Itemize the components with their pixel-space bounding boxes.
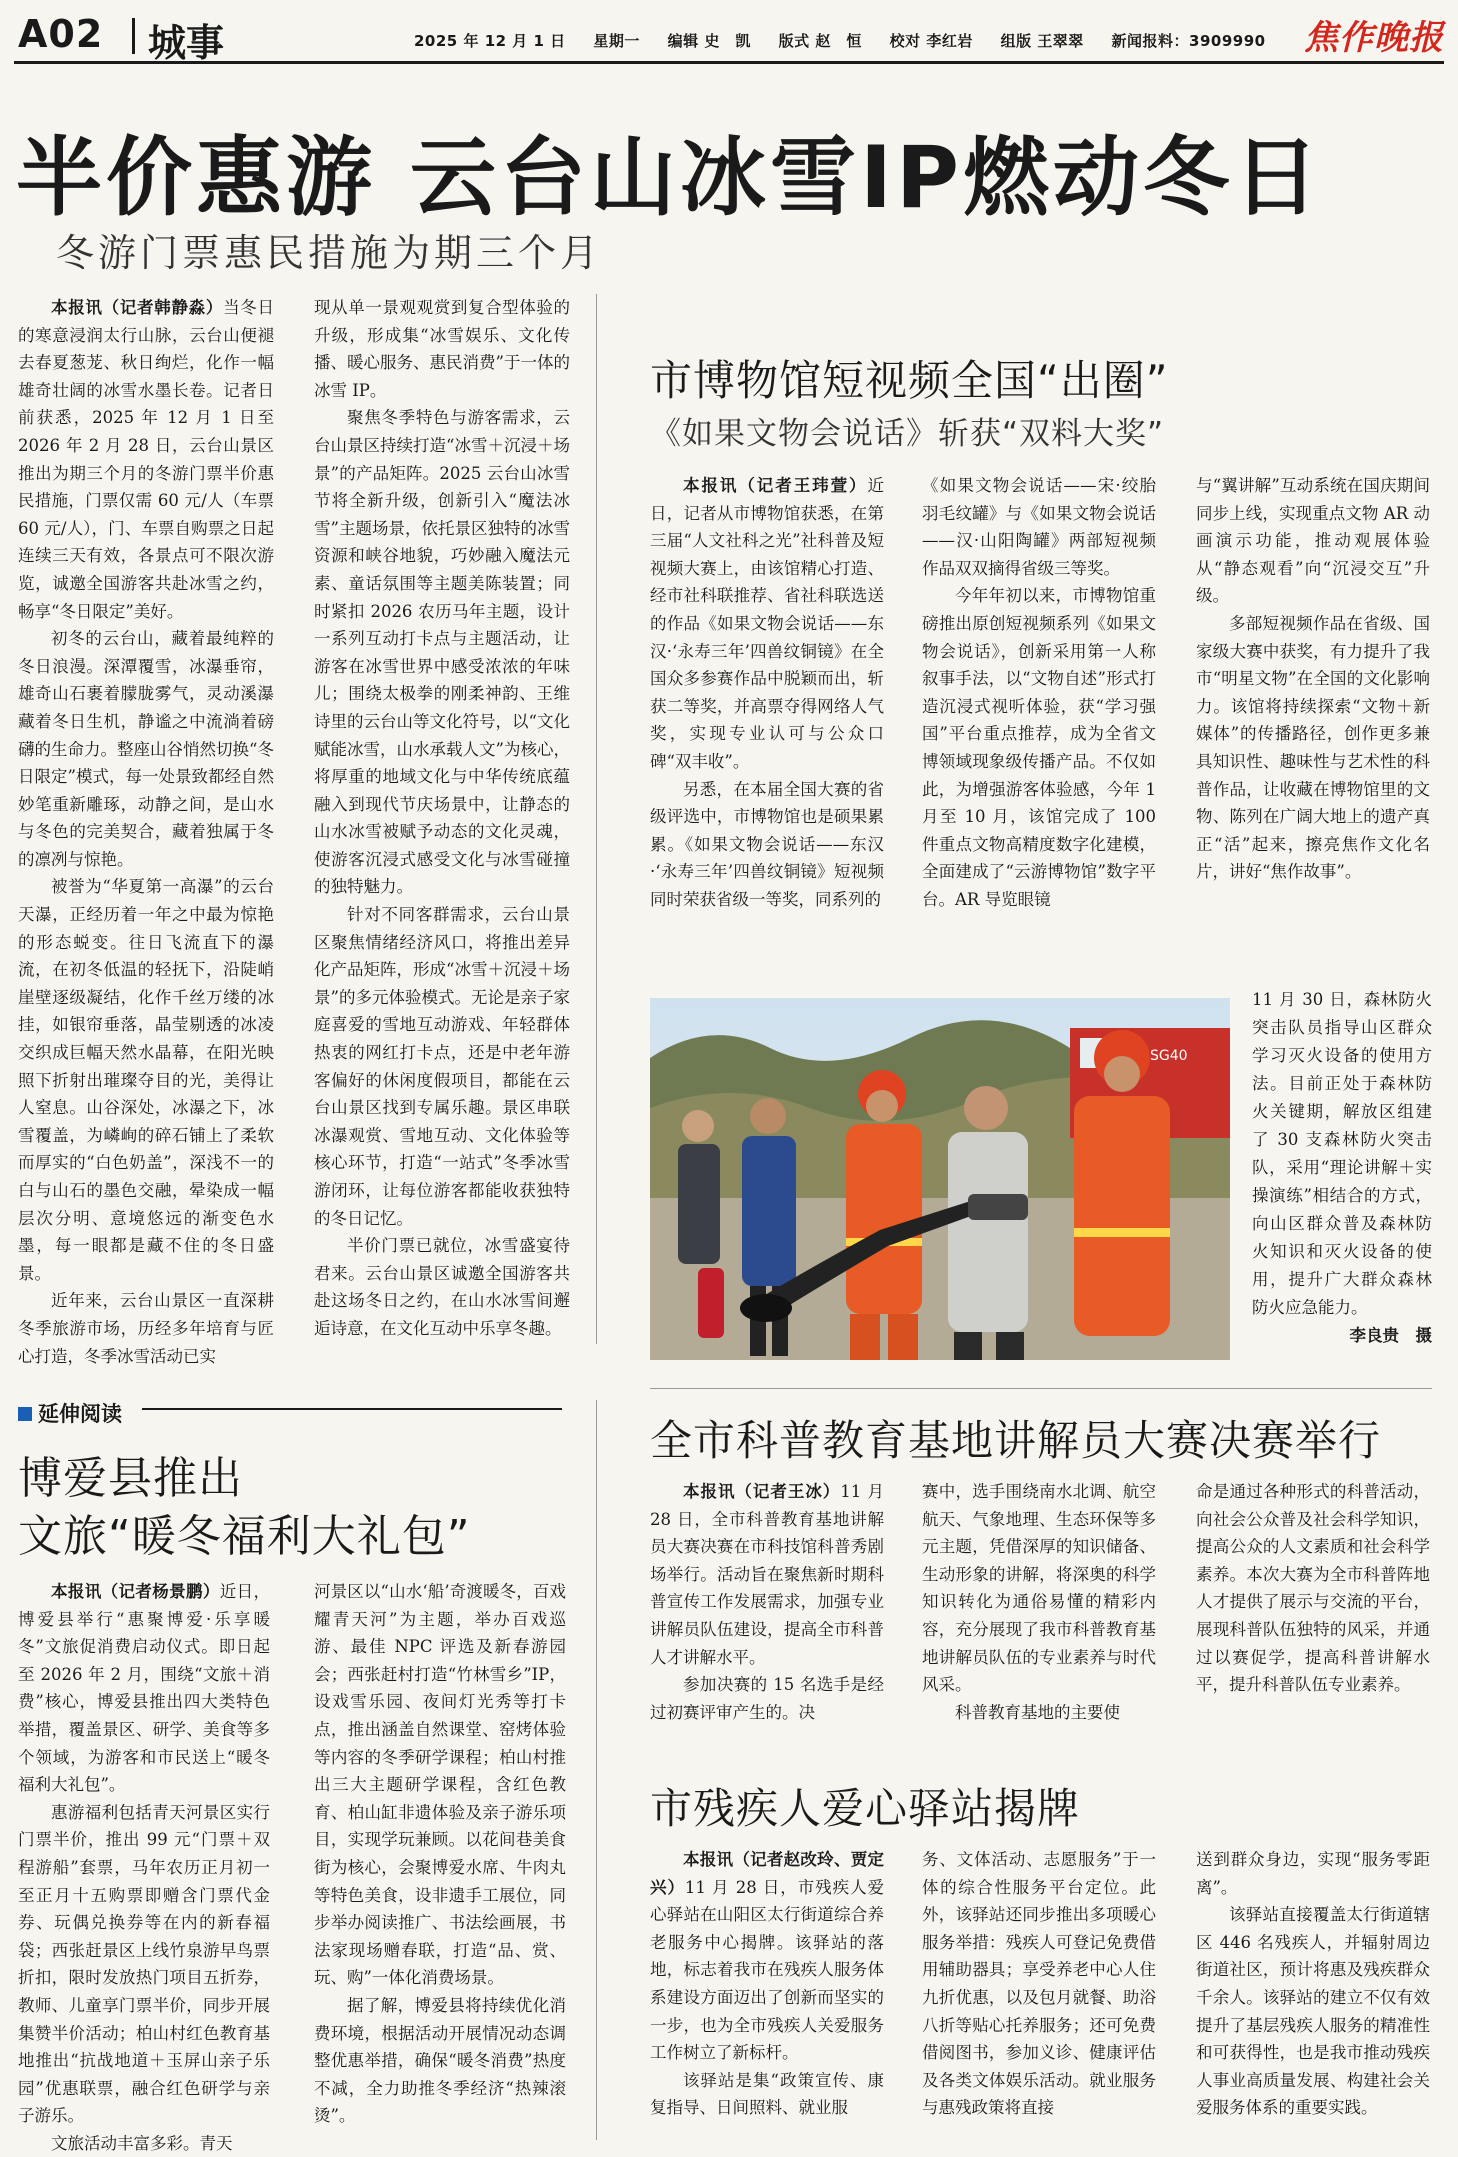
lead-paragraph: 针对不同客群需求，云台山景区聚焦情绪经济风口，将推出差异化产品矩阵，形成“冰雪＋沉浸＋场景”的多元体验模式。无论是亲子家庭喜爱的雪地互动游戏、年轻群体热衷的网红打卡点，还是中老年游客偏好的休闲度假项目，都能在云台山景区找到专属乐趣。景区串联冰瀑观赏、雪地互动、文化体验等核心环节，打造“一站式”冬季冰雪游闭环，让每位游客都能收获独特的冬日记忆。 xyxy=(314,905,570,1228)
disabled-paragraph: 务、文体活动、志愿服务”于一体的综合性服务平台定位。此外，该驿站还同步推出多项暖心服务举措：残疾人可登记免费借用辅助器具；享受养老中心人住九折优惠，以及包月就餐、助浴八折等贴心托养服务；还可免费借阅图书，参加义诊、健康评估及各类文体娱乐活动。就业服务与惠残政策将直接 xyxy=(922,1850,1156,2118)
lead-paragraph: 初冬的云台山，藏着最纯粹的冬日浪漫。深潭覆雪，冰瀑垂帘，雄奇山石裹着朦胧雾气，灵动溪瀑藏着冬日生机，静谧之中流淌着磅礴的生命力。整座山谷悄然切换“冬日限定”模式，每一处景致都经自然妙笔重新雕琢，动静之间，是山水与冬色的完美契合，藏着独属于冬的凛冽与惊艳。 xyxy=(18,629,274,869)
column-rule xyxy=(596,294,597,1344)
lead-paragraph: 被誉为“华夏第一高瀑”的云台天瀑，正经历着一年之中最为惊艳的形态蜕变。往日飞流直下的瀑流，在初冬低温的轻抚下，沿陡峭崖壁逐级凝结，化作千丝万缕的冰挂，如银帘垂落，晶莹剔透的冰凌交织成巨幅天然水晶幕，在阳光映照下折射出璀璨夺目的光，美得让人窒息。山谷深处，冰瀑之下，冰雪覆盖，为嶙峋的碎石铺上了柔软而厚实的“白色奶盖”，深浅不一的白与山石的墨色交融，晕染成一幅层次分明、意境悠远的渐变色水墨，每一眼都是藏不住的冬日盛景。 xyxy=(18,877,274,1283)
disabled-paragraph: 该驿站是集“政策宣传、康复指导、日间照料、就业服 xyxy=(650,2070,884,2118)
extended-headline-line-2: 文旅“暖冬福利大礼包” xyxy=(18,1511,471,1562)
extended-reading-tag xyxy=(18,1398,122,1428)
disabled-byline: 本报讯（记者赵改玲、贾定兴） xyxy=(650,1850,884,1897)
section-rule xyxy=(650,1388,1432,1389)
photo-caption-text: 11 月 30 日，森林防火突击队员指导山区群众学习灭火设备的使用方法。目前正处于森林防火关键期，解放区组建了 30 支森林防火突击队，采用“理论讲解＋实操演练”相结合的方式，向山区群众普及森林防火知识和灭火设备的使用，提升广大群众森林防火应急能力。 xyxy=(1252,990,1432,1317)
disabled-column-2 xyxy=(922,1846,1156,2138)
column-rule xyxy=(596,1400,597,2140)
extended-paragraph: 近日，博爱县举行“惠聚博爱·乐享暖冬”文旅促消费启动仪式。即日起至 2026 年 2 月，围绕“文旅＋消费”核心，博爱县推出四大类特色举措，覆盖景区、研学、美食等多个领域，为游客和市民送上“暖冬福利大礼包”。 xyxy=(18,1582,270,1795)
lead-paragraph: 聚焦冬季特色与游客需求，云台山景区持续打造“冰雪＋沉浸＋场景”的产品矩阵。2025 云台山冰雪节将全新升级，创新引入“魔法冰雪”主题场景，依托景区独特的冰雪资源和峡谷地貌，巧妙融入魔法元素、童话氛围等主题美陈装置；同时紧扣 2026 农历马年主题，设计一系列互动打卡点与主题活动，让游客在冰雪世界中感受浓浓的年味儿；围绕太极拳的刚柔神韵、王维诗里的云台山等文化符号，以“文化赋能冰雪，山水承载人文”为核心，将厚重的地域文化与中华传统底蕴融入到现代节庆场景中，让静态的山水冰雪被赋予动态的文化灵魂，使游客沉浸式感受文化与冰雪碰撞的独特魅力。 xyxy=(314,408,570,897)
editor-credit: 编辑 史 凯 xyxy=(667,32,751,50)
masthead-divider xyxy=(132,18,135,54)
lead-paragraph: 当冬日的寒意浸润太行山脉，云台山便褪去春夏葱茏、秋日绚烂，化作一幅雄奇壮阔的冰雪水墨长卷。记者日前获悉，2025 年 12 月 1 日至 2026 年 2 月 28 日，云台山景区推出为期三个月的冬游门票半价惠民措施，门票仅需 60 元/人（车票 60 元/人），门、车票自购票之日起连续三天有效，各景点可不限次游览，诚邀全国游客共赴冰雪之约，畅享“冬日限定”美好。 xyxy=(18,298,275,621)
museum-paragraph: 《如果文物会说话——宋·绞胎羽毛纹罐》与《如果文物会说话——汉·山阳陶罐》两部短视频作品双双摘得省级三等奖。 xyxy=(922,476,1156,578)
museum-byline: 本报讯（记者王玮萱） xyxy=(683,476,868,495)
extended-reading-label: 延伸阅读 xyxy=(38,1402,122,1426)
museum-paragraph: 近日，记者从市博物馆获悉，在第三届“人文社科之光”社科普及短视频大赛上，由该馆精心打造、经市社科联推荐、省社科联选送的作品《如果文物会说话——东汉·‘永寿三年’四兽纹铜镜》在全国众多参赛作品中脱颖而出，斩获二等奖，并高票夺得网络人气奖，实现专业认可与公众口碑“双丰收”。 xyxy=(650,476,884,771)
news-photo xyxy=(650,998,1230,1360)
extended-column-1 xyxy=(18,1578,270,2153)
lead-byline: 本报讯（记者韩静淼） xyxy=(51,298,224,317)
science-column-2 xyxy=(922,1478,1156,1748)
science-paragraph: 11 月 28 日，全市科普教育基地讲解员大赛决赛在市科技馆科普秀剧场举行。活动旨在聚焦新时期科普宣传工作发展需求，加强专业讲解员队伍建设，提高全市科普人才讲解水平。 xyxy=(650,1482,884,1667)
science-column-1 xyxy=(650,1478,884,1748)
museum-paragraph: 另悉，在本届全国大赛的省级评选中，市博物馆也是硕果累累。《如果文物会说话——东汉·‘永寿三年’四兽纹铜镜》短视频同时荣获省级一等奖，同系列的 xyxy=(650,779,884,909)
group-credit: 组版 王翠翠 xyxy=(1000,32,1084,50)
proof-credit: 校对 李红岩 xyxy=(889,32,973,50)
issue-weekday: 星期一 xyxy=(593,32,640,50)
museum-paragraph: 今年年初以来，市博物馆重磅推出原创短视频系列《如果文物会说话》，创新采用第一人称叙事手法，以“文物自述”形式打造沉浸式视听体验，获“学习强国”平台重点推荐，成为全省文博领域现象级传播产品。不仅如此，为增强游客体验感，今年 1 月至 10 月，该馆完成了 100 件重点文物高精度数字化建模，全面建成了“云游博物馆”数字平台。AR 导览眼镜 xyxy=(922,586,1156,909)
science-column-3 xyxy=(1196,1478,1430,1748)
science-headline: 全市科普教育基地讲解员大赛决赛举行 xyxy=(650,1416,1382,1465)
museum-headline: 市博物馆短视频全国“出圈” xyxy=(650,356,1169,405)
issue-date: 2025 年 12 月 1 日 xyxy=(414,32,566,50)
lead-paragraph: 近年来，云台山景区一直深耕冬季旅游市场，历经多年培育与匠心打造，冬季冰雪活动已实 xyxy=(18,1291,274,1366)
museum-paragraph: 多部短视频作品在省级、国家级大赛中获奖，有力提升了我市“明星文物”在全国的文化影响力。该馆将持续探索“文物＋新媒体”的传播路径，创作更多兼具知识性、趣味性与艺术性的科普作品，让收藏在博物馆里的文物、陈列在广阔大地上的遗产真正“活”起来，擦亮焦作文化名片，讲好“焦作故事”。 xyxy=(1196,613,1430,882)
science-paragraph: 科普教育基地的主要使 xyxy=(955,1702,1120,1722)
museum-subheadline: 《如果文物会说话》斩获“双料大奖” xyxy=(650,416,1165,452)
truck-label: SG40 xyxy=(1150,1048,1188,1064)
science-paragraph: 命是通过各种形式的科普活动，向社会公众普及社会科学知识，提高公众的人文素质和社会科学素养。本次大赛为全市科普阵地人才提供了展示与交流的平台，展现科普队伍独特的风采，并通过以赛促学，提高科普讲解水平，提升科普队伍专业素养。 xyxy=(1196,1482,1430,1695)
lead-column-1 xyxy=(18,294,275,1366)
science-paragraph: 赛中，选手围绕南水北调、航空航天、气象地理、生态环保等多元主题，凭借深厚的知识储备、生动形象的讲解，将深奥的科学知识转化为通俗易懂的精彩内容，充分展现了我市科普教育基地讲解员队伍的专业素养与时代风采。 xyxy=(922,1482,1156,1695)
extended-paragraph: 河景区以“山水‘船’奇渡暖冬，百戏耀青天河”为主题，举办百戏巡游、最佳 NPC 评选及新春游园会；西张赶村打造“竹林雪乡”IP，设戏雪乐园、夜间灯光秀等打卡点，推出涵盖自然课堂、窑烤体验等内容的冬季研学课程；柏山村推出三大主题研学课程，含红色教育、柏山缸非遗体验及亲子游乐项目，实现学玩兼顾。以花间巷美食街为核心，会聚博爱水席、牛肉丸等特色美食，设非遗手工展位，同步举办阅读推广、书法绘画展，书法家现场赠春联，打造“品、赏、玩、购”一体化消费场景。 xyxy=(314,1582,566,1988)
tag-square-icon xyxy=(18,1407,32,1421)
disabled-headline: 市残疾人爱心驿站揭牌 xyxy=(650,1784,1081,1833)
disabled-paragraph: 11 月 28 日，市残疾人爱心驿站在山阳区太行街道综合养老服务中心揭牌。该驿站的落地，标志着我市在残疾人服务体系建设方面迈出了创新而坚实的一步，也为全市残疾人关爱服务工作树立了新标杆。 xyxy=(650,1877,885,2063)
museum-column-2 xyxy=(922,472,1156,918)
disabled-column-3 xyxy=(1196,1846,1430,2138)
science-paragraph: 参加决赛的 15 名选手是经过初赛评审产生的。决 xyxy=(650,1675,884,1722)
photo-illustration xyxy=(650,998,1230,1360)
extended-paragraph: 据了解，博爱县将持续优化消费环境，根据活动开展情况动态调整优惠举措，确保“暖冬消费”热度不减，全力助推冬季经济“热辣滚烫”。 xyxy=(314,1995,566,2126)
extended-column-2 xyxy=(314,1578,566,2138)
museum-paragraph: 与“翼讲解”互动系统在国庆期间同步上线，实现重点文物 AR 动画演示功能，推动观展体验从“静态观看”向“沉浸交互”升级。 xyxy=(1196,476,1430,606)
lead-subheadline: 冬游门票惠民措施为期三个月 xyxy=(56,231,603,275)
disabled-column-1 xyxy=(650,1846,884,2138)
extended-headline-line-1: 博爱县推出 xyxy=(18,1453,243,1504)
masthead-meta xyxy=(414,30,1288,51)
lead-headline: 半价惠游 云台山冰雪IP燃动冬日 xyxy=(16,128,1323,228)
lead-paragraph: 现从单一景观观赏到复合型体验的升级，形成集“冰雪娱乐、文化传播、暖心服务、惠民消费”于一体的冰雪 IP。 xyxy=(314,298,570,400)
disabled-paragraph: 该驿站直接覆盖太行街道辖区 446 名残疾人，并辐射周边街道社区，预计将惠及残疾群众千余人。该驿站的建立不仅有效提升了基层残疾人服务的精准性和可获得性，也是我市推动残疾人事业高质量发展、构建社会关爱服务体系的重要实践。 xyxy=(1196,1905,1430,2118)
newspaper-logo: 焦作晚报 xyxy=(1304,18,1444,58)
museum-column-3 xyxy=(1196,472,1430,918)
museum-column-1 xyxy=(650,472,884,918)
lead-paragraph: 半价门票已就位，冰雪盛宴待君来。云台山景区诚邀全国游客共赴这场冬日之约，在山水冰雪间邂逅诗意，在文化互动中乐享冬趣。 xyxy=(314,1236,570,1338)
tag-rule xyxy=(142,1408,562,1410)
news-hotline: 新闻报料：3909990 xyxy=(1111,32,1266,50)
masthead xyxy=(14,10,1444,64)
section-name: 城事 xyxy=(148,21,225,65)
science-byline: 本报讯（记者王冰） xyxy=(683,1482,841,1501)
photo-credit: 李良贵 摄 xyxy=(1349,1326,1432,1345)
extended-paragraph: 文旅活动丰富多彩。青天 xyxy=(51,2133,233,2153)
layout-credit: 版式 赵 恒 xyxy=(778,32,862,50)
page-number: A02 xyxy=(18,12,104,56)
photo-caption xyxy=(1252,986,1432,1350)
extended-paragraph: 惠游福利包括青天河景区实行门票半价，推出 99 元“门票＋双程游船”套票，马年农历正月初一至正月十五购票即赠含门票代金券、玩偶兑换券等在内的新春福袋；西张赶景区上线竹泉游早鸟票折扣，限时发放热门项目五折券，教师、儿童享门票半价，同步开展集赞半价活动；柏山村红色教育基地推出“抗战地道＋玉屏山亲子乐园”优惠联票，融合红色研学与亲子游乐。 xyxy=(18,1802,270,2126)
extended-byline: 本报讯（记者杨景鹏） xyxy=(51,1582,220,1601)
lead-column-2 xyxy=(314,294,570,1338)
disabled-paragraph: 送到群众身边，实现“服务零距离”。 xyxy=(1196,1850,1430,1897)
